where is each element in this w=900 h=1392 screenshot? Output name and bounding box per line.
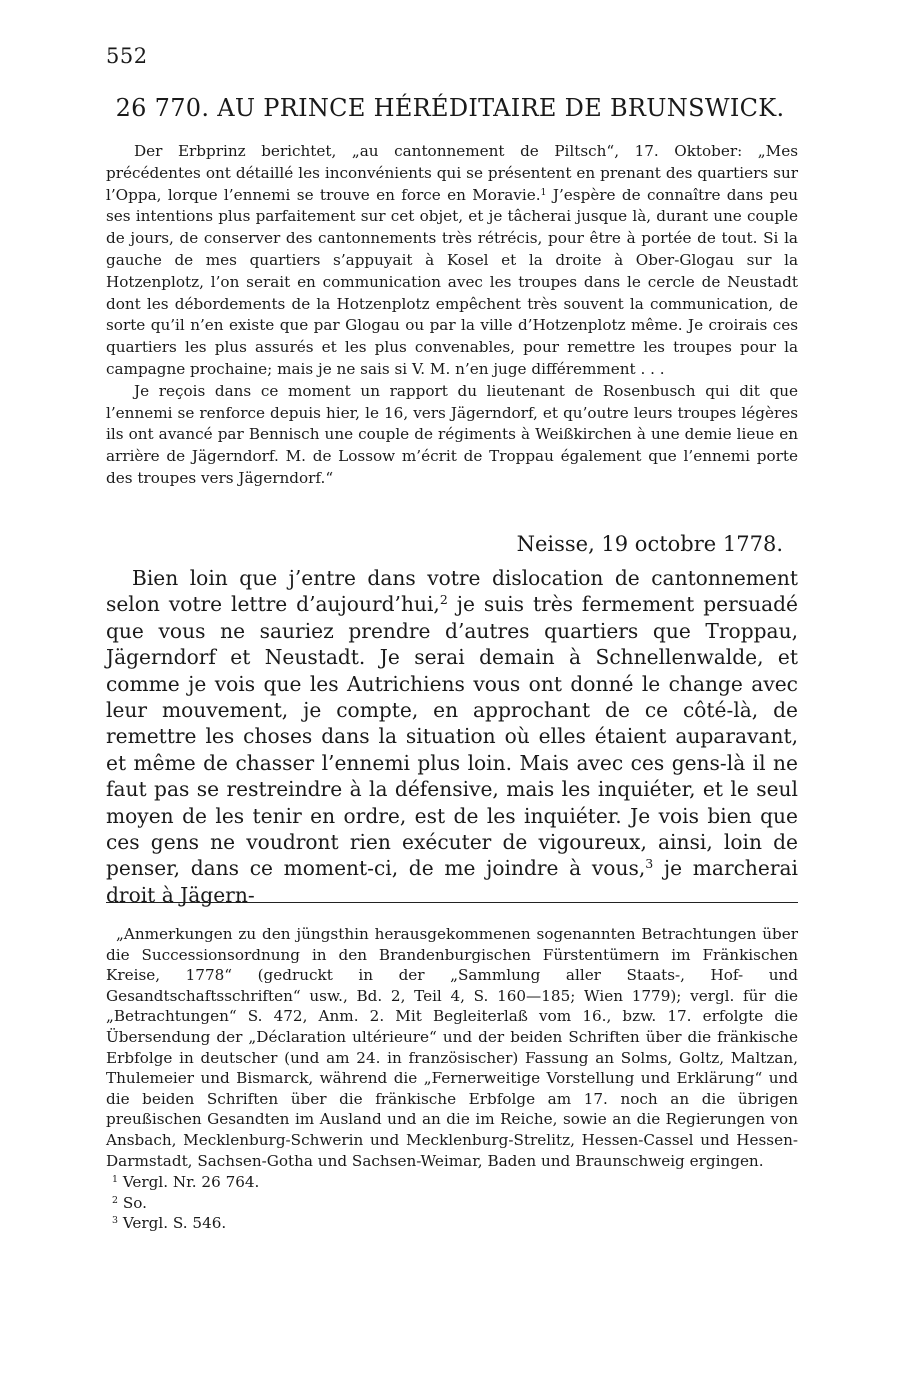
footnote <box>106 1213 798 1234</box>
letter-heading: 26 770. AU PRINCE HÉRÉDITAIRE DE BRUNSWICK. <box>115 94 785 122</box>
letter-text: je marcherai droit à Jägern- <box>106 856 798 907</box>
summary-text: Der Erbprinz berichtet, „au cantonnement de Piltsch“, 17. Oktober: „Mes précédentes ont détaillé les inconvénients qui se présentent en prenant des quartiers sur l’Oppa, lorque l’ennemi se trouve en force en Moravie. <box>106 142 798 204</box>
footnote-mark: 3 <box>112 1215 118 1227</box>
continued-footnote: „Anmerkungen zu den jüngsthin herausgekommenen sogenannten Betrachtungen über die Successionsordnung in den Brandenburgischen Fürstentümern im Fränkischen Kreise, 1778“ (gedruckt in der „Sammlung aller Staats-, Hof- und Gesandtschaftsschriften“ usw., Bd. 2, Teil 4, S. 160—185; Wien 1779); vergl. für die „Betrachtungen“ S. 472, Anm. 2. Mit Begleiterlaß vom 16., bzw. 17. erfolgte die Übersendung der „Déclaration ultérieure“ und der beiden Schriften über die fränkische Erbfolge in deutscher (und am 24. in französischer) Fassung an Solms, Goltz, Maltzan, Thulemeier und Bismarck, während die „Fernerweitige Vorstellung und Erklärung“ und die beiden Schriften über die fränkische Erbfolge am 17. noch an die übrigen preußischen Gesandten im Ausland und an die im Reiche, sowie an die Regierungen von Ansbach, Mecklenburg-Schwerin und Mecklenburg-Strelitz, Hessen-Cassel und Hessen-Darmstadt, Sachsen-Gotha und Sachsen-Weimar, Baden und Braunschweig ergingen. <box>106 925 798 1170</box>
letter-paragraph <box>106 565 798 908</box>
letter-text: je suis très fermement persuadé que vous ne sauriez prendre d’autres quartiers que Troppau, Jägerndorf et Neustadt. Je serai demain à Schnellenwalde, et comme je vois que les Autrichiens vous ont donné le change avec leur mouvement, je compte, en approchant de ce côté-là, de remettre les choses dans la situation où elles étaient auparavant, et même de chasser l’ennemi plus loin. Mais avec ces gens-là il ne faut pas se restreindre à la défensive, mais les inquiéter, et le seul moyen de les tenir en ordre, est de les inquiéter. Je vois bien que ces gens ne voudront rien exécuter de vigoureux, ainsi, loin de penser, dans ce moment-ci, de me joindre à vous, <box>106 592 798 881</box>
footnote-mark: 1 <box>112 1173 118 1185</box>
footnote-reference: 2 <box>439 592 448 608</box>
dateline: Neisse, 19 octobre 1778. <box>516 532 783 556</box>
letter-body <box>106 565 798 908</box>
footnote-divider <box>106 902 798 903</box>
footnote-text: Vergl. Nr. 26 764. <box>122 1173 260 1192</box>
footnote <box>106 1172 798 1193</box>
summary-paragraph: Je reçois dans ce moment un rapport du lieutenant de Rosenbusch qui dit que l’ennemi se renforce depuis hier, le 16, vers Jägerndorf, et qu’outre leurs troupes légères ils ont avancé par Bennisch une couple de régiments à Weißkirchen à une demie lieue en arrière de Jägerndorf. M. de Lossow m’écrit de Troppau également que l’ennemi porte des troupes vers Jägerndorf.“ <box>106 381 798 487</box>
footnote-text: Vergl. S. 546. <box>122 1214 227 1233</box>
footnote <box>106 1193 798 1214</box>
footnote-text: So. <box>122 1193 147 1212</box>
summary-paragraph <box>106 141 798 381</box>
footnote-reference: 1 <box>540 186 547 198</box>
letter-text: Bien loin que j’entre dans votre dislocation de cantonnement selon votre lettre d’aujourd’hui, <box>106 566 798 617</box>
summary-text: J’espère de connaître dans peu ses intentions plus parfaitement sur cet objet, et je tâcherai jusque là, durant une couple de jours, de conserver des cantonnements très rétrécis, pour être à portée de tout. Si la gauche de mes quartiers s’appuyait à Kosel et la droite à Ober-Glogau sur la Hotzenplotz, l’on serait en communication avec les troupes dans le cercle de Neustadt dont les débordements de la Hotzenplotz empêchent très souvent la communication, de sorte qu’il n’en existe que par Glogau ou par la ville d’Hotzenplotz même. Je croirais ces quartiers les plus assurés et les plus convenables, pour remettre les troupes pour la campagne prochaine; mais je ne sais si V. M. n’en juge différemment . . . <box>106 185 799 378</box>
footnote-reference: 3 <box>645 856 654 872</box>
footnote-mark: 2 <box>112 1194 118 1206</box>
footnotes <box>106 924 798 1234</box>
report-summary <box>106 141 798 490</box>
page-number: 552 <box>106 44 148 68</box>
